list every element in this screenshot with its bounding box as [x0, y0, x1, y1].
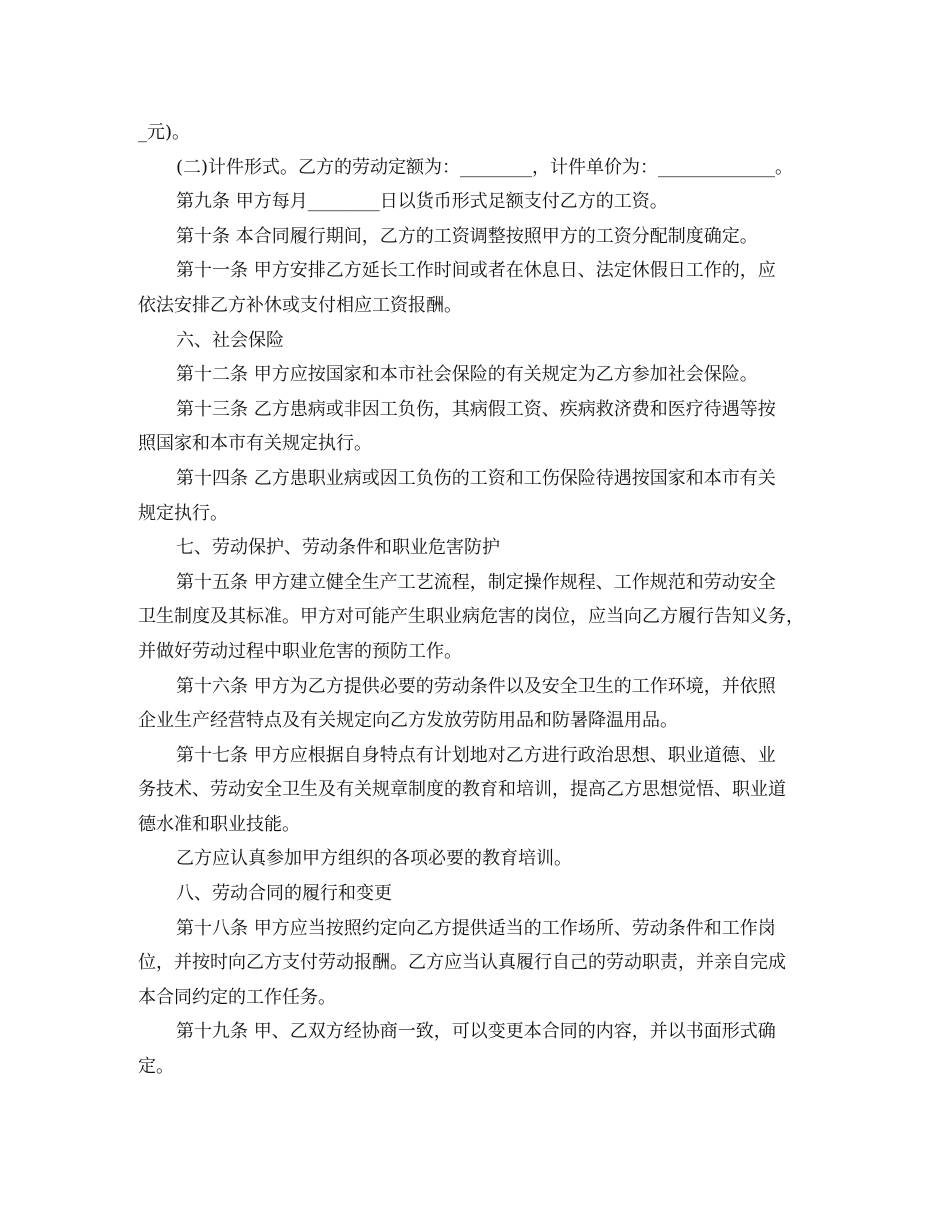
section-heading: 七、劳动保护、劳动条件和职业危害防护: [176, 537, 500, 559]
text-line: 第十五条 甲方建立健全生产工艺流程，制定操作规程、工作规范和劳动安全: [176, 571, 776, 593]
text-line: 第十八条 甲方应当按照约定向乙方提供适当的工作场所、劳动条件和工作岗: [176, 917, 776, 939]
text-line: 第九条 甲方每月________日以货币形式足额支付乙方的工资。: [176, 191, 668, 213]
text-line: _元)。: [138, 122, 191, 143]
text-line: 乙方应认真参加甲方组织的各项必要的教育培训。: [176, 848, 572, 870]
text-line: 第十条 本合同履行期间，乙方的工资调整按照甲方的工资分配制度确定。: [176, 225, 758, 247]
text-line: 第十七条 甲方应根据自身特点有计划地对乙方进行政治思想、职业道德、业: [176, 744, 776, 766]
text-line: 定。: [138, 1056, 174, 1078]
text-line: 第十二条 甲方应按国家和本市社会保险的有关规定为乙方参加社会保险。: [176, 364, 758, 386]
text-line: 规定执行。: [138, 502, 228, 524]
text-line: 位，并按时向乙方支付劳动报酬。乙方应当认真履行自己的劳动职责，并亲自完成: [138, 952, 786, 974]
text-line: 企业生产经营特点及有关规定向乙方发放劳防用品和防暑降温用品。: [138, 710, 678, 732]
text-line: 第十三条 乙方患病或非因工负伤，其病假工资、疾病救济费和医疗待遇等按: [176, 398, 776, 420]
text-line: 照国家和本市有关规定执行。: [138, 433, 372, 455]
text-line: 卫生制度及其标准。甲方对可能产生职业病危害的岗位，应当向乙方履行告知义务，: [138, 606, 804, 628]
text-line: 德水准和职业技能。: [138, 813, 300, 835]
text-line: 务技术、劳动安全卫生及有关规章制度的教育和培训，提高乙方思想觉悟、职业道: [138, 779, 786, 801]
text-line: 第十九条 甲、乙双方经协商一致，可以变更本合同的内容，并以书面形式确: [176, 1021, 776, 1043]
section-heading: 八、劳动合同的履行和变更: [176, 883, 392, 905]
section-heading: 六、社会保险: [176, 329, 284, 351]
text-line: 第十四条 乙方患职业病或因工负伤的工资和工伤保险待遇按国家和本市有关: [176, 467, 776, 489]
text-line: 第十一条 甲方安排乙方延长工作时间或者在休息日、法定休假日工作的，应: [176, 260, 776, 282]
text-line: 本合同约定的工作任务。: [138, 986, 336, 1008]
text-line: 依法安排乙方补休或支付相应工资报酬。: [138, 294, 462, 316]
text-line: (二)计件形式。乙方的劳动定额为：________，计件单价为：_____________。: [176, 156, 794, 178]
text-line: 并做好劳动过程中职业危害的预防工作。: [138, 640, 462, 662]
text-line: 第十六条 甲方为乙方提供必要的劳动条件以及安全卫生的工作环境，并依照: [176, 675, 776, 697]
